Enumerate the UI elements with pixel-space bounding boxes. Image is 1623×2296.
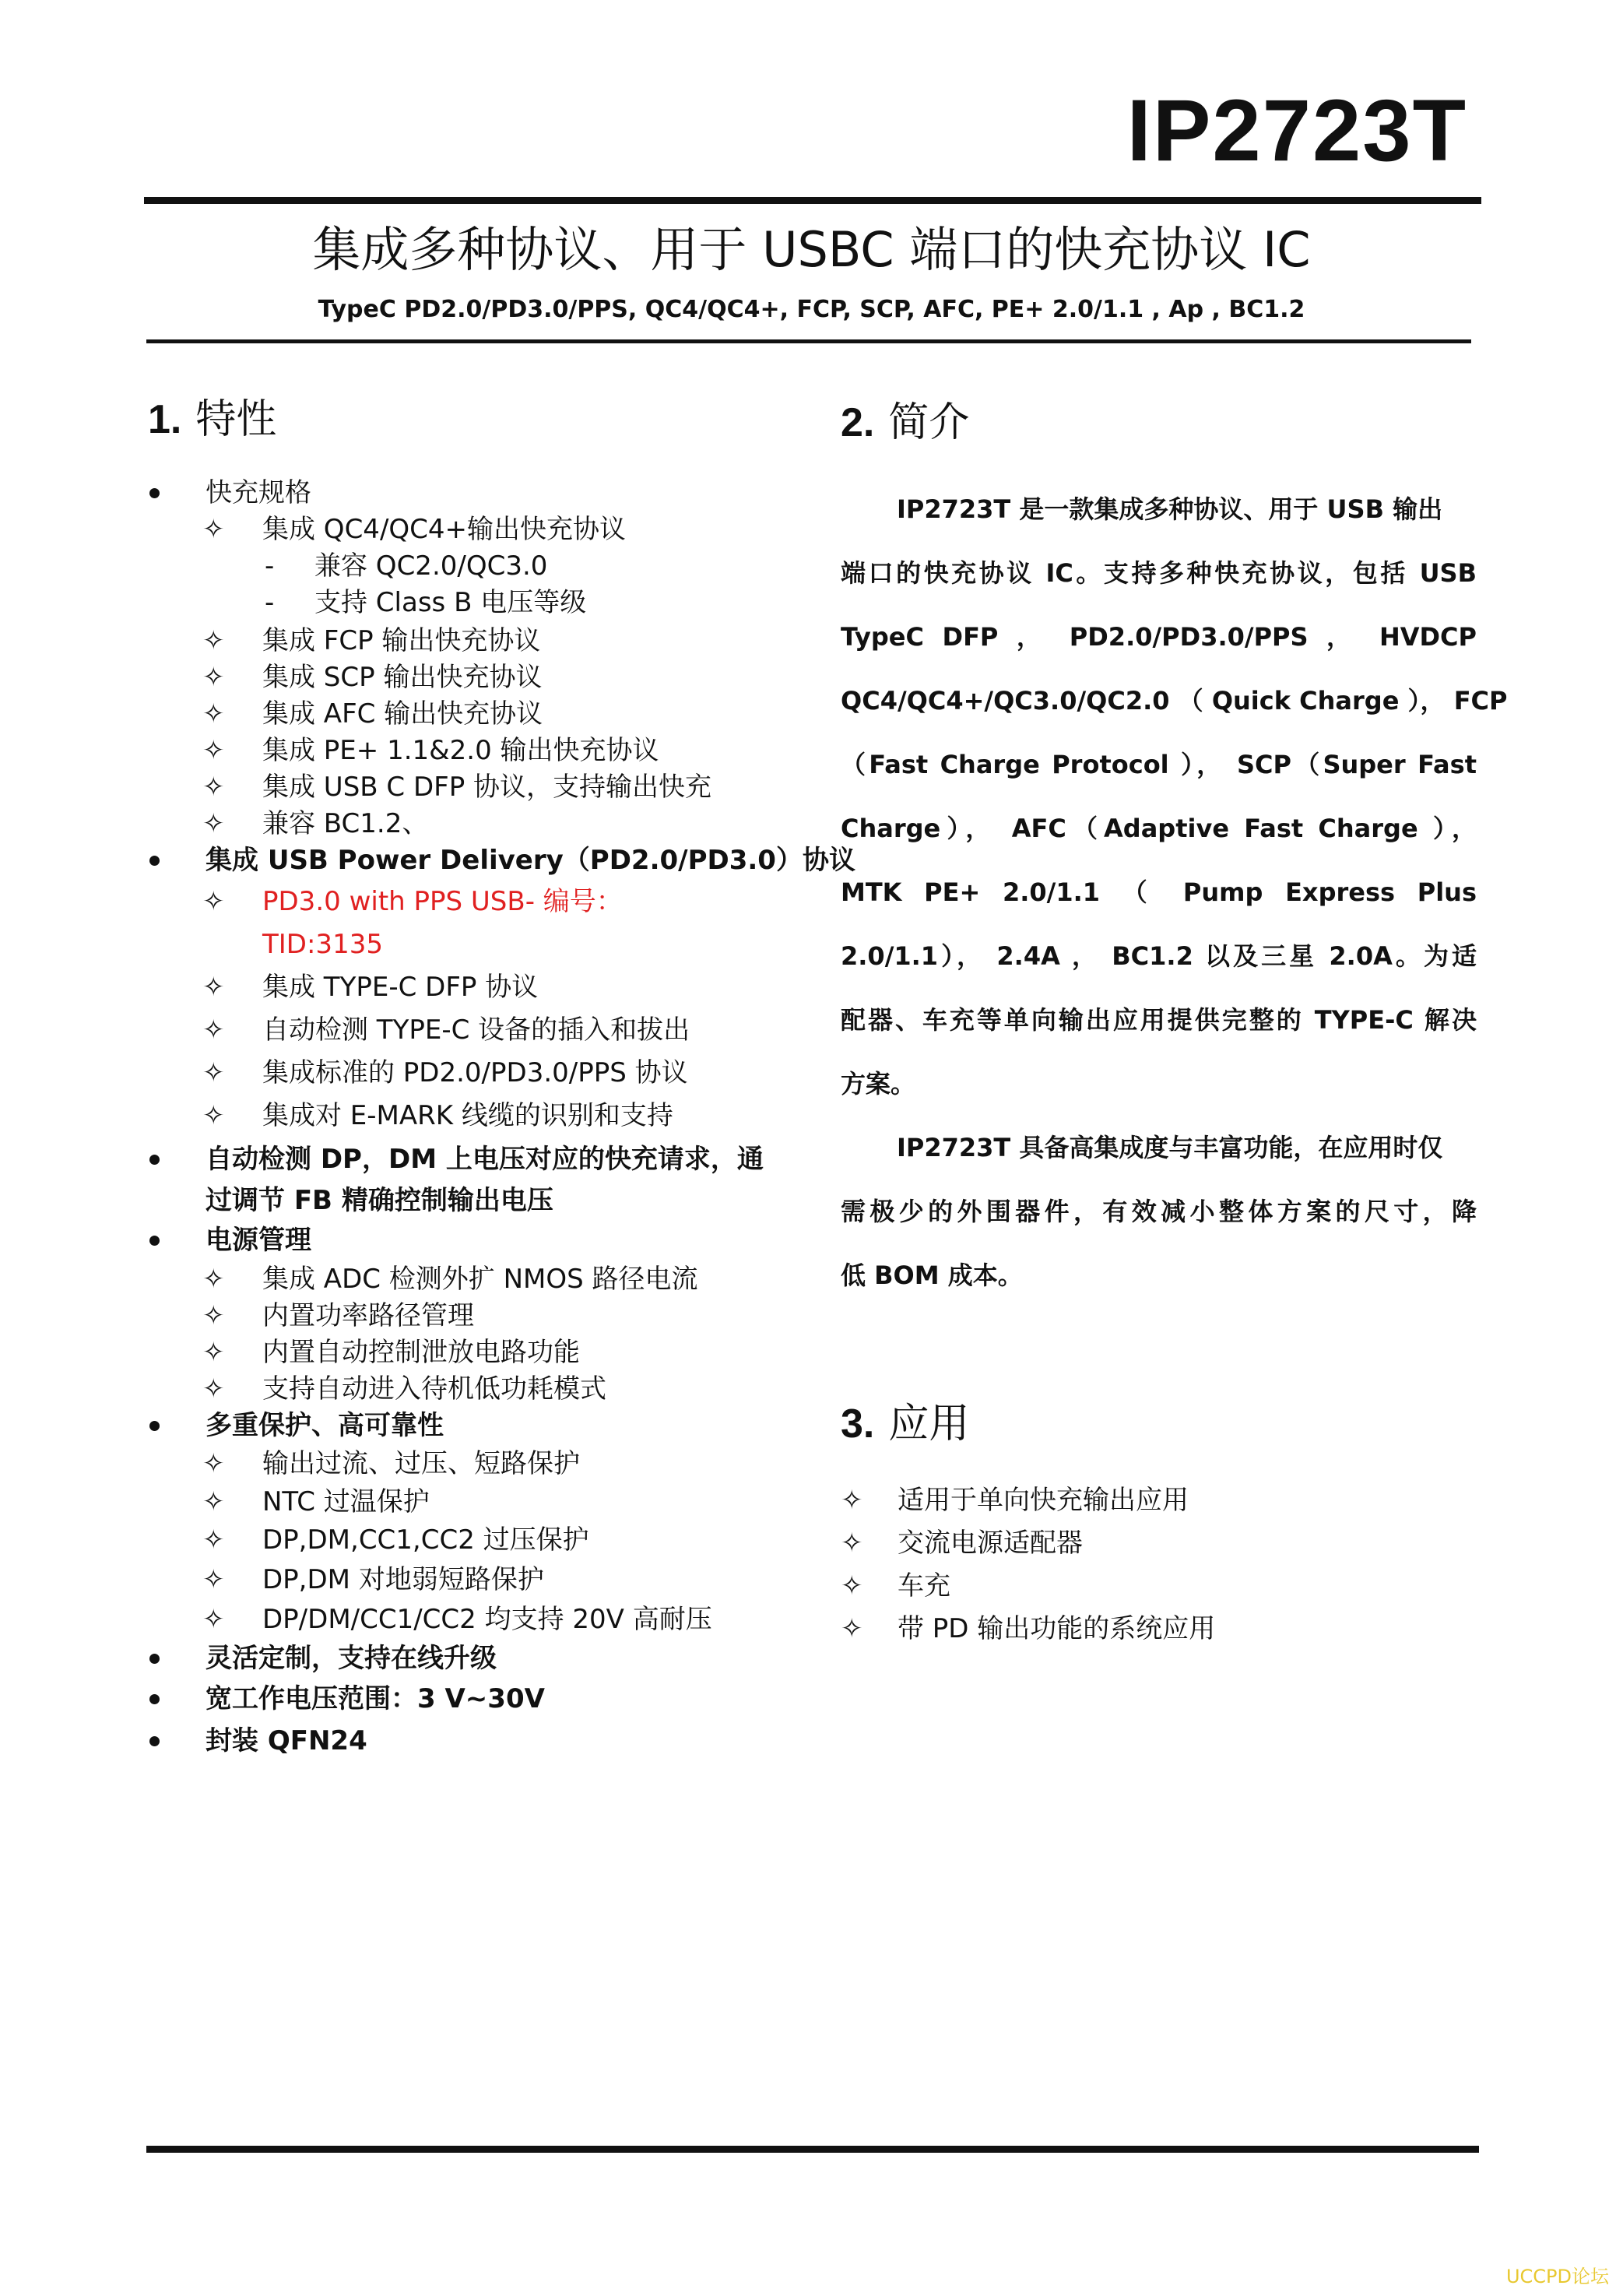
feature-group-label: 集成 USB Power Delivery（PD2.0/PD3.0）协议 [206, 845, 855, 876]
feature-group-label: 电源管理 [206, 1225, 311, 1256]
feature-item: DP,DM 对地弱短路保护 [262, 1564, 544, 1595]
feature-item: DP,DM,CC1,CC2 过压保护 [262, 1524, 589, 1556]
feature-group-label: 快充规格 [206, 477, 311, 508]
diamond-icon: ✧ [202, 514, 225, 545]
feature-item: DP/DM/CC1/CC2 均支持 20V 高耐压 [262, 1604, 712, 1635]
intro-paragraph-line: QC4/QC4+/QC3.0/QC2.0 （ Quick Charge ）， FCP [841, 686, 1508, 716]
watermark: UCCPD论坛 [1505, 2266, 1609, 2287]
diamond-icon: ✧ [202, 1524, 225, 1556]
application-item: 适用于单向快充输出应用 [898, 1485, 1189, 1516]
intro-paragraph-line: TypeC DFP ， PD2.0/PD3.0/PPS ， HVDCP [841, 622, 1477, 652]
diamond-icon: ✧ [841, 1485, 863, 1516]
feature-item: 内置功率路径管理 [262, 1300, 474, 1331]
feature-item: 集成 QC4/QC4+输出快充协议 [262, 514, 627, 545]
section-number: 2. [841, 400, 875, 445]
diamond-icon: ✧ [202, 1264, 225, 1295]
feature-item: 自动检测 TYPE-C 设备的插入和拔出 [262, 1014, 690, 1046]
diamond-icon: ✧ [841, 1528, 863, 1559]
feature-item: 集成 FCP 输出快充协议 [262, 625, 541, 656]
feature-item: 集成 ADC 检测外扩 NMOS 路径电流 [262, 1264, 698, 1295]
diamond-icon: ✧ [202, 1300, 225, 1331]
diamond-icon: ✧ [202, 735, 225, 766]
feature-group-label: 多重保护、高可靠性 [206, 1410, 444, 1441]
bullet-icon [149, 1694, 160, 1704]
bullet-icon [149, 1155, 160, 1165]
diamond-icon: ✧ [202, 662, 225, 693]
application-item: 交流电源适配器 [898, 1528, 1083, 1559]
intro-paragraph-line: IP2723T 是一款集成多种协议、用于 USB 输出 [897, 494, 1443, 524]
intro-heading [841, 399, 969, 447]
feature-item: 输出过流、过压、短路保护 [262, 1448, 580, 1479]
feature-item: 集成 PE+ 1.1&2.0 输出快充协议 [262, 735, 659, 766]
diamond-icon: ✧ [841, 1613, 863, 1644]
feature-group-label: 自动检测 DP，DM 上电压对应的快充请求，通 [206, 1144, 764, 1175]
intro-paragraph-line: Charge）， AFC（Adaptive Fast Charge ）， [841, 814, 1477, 843]
section-number: 1. [148, 397, 182, 442]
diamond-icon: ✧ [202, 625, 225, 656]
dash-icon: - [265, 550, 275, 582]
feature-group-label: 灵活定制，支持在线升级 [206, 1643, 497, 1674]
intro-paragraph-line: 方案。 [841, 1069, 916, 1099]
bullet-icon [149, 1421, 160, 1431]
feature-group-label-cont: 过调节 FB 精确控制输出电压 [206, 1185, 553, 1216]
diamond-icon: ✧ [202, 1014, 225, 1046]
intro-paragraph-line: IP2723T 具备高集成度与丰富功能，在应用时仅 [897, 1133, 1443, 1162]
section-title: 特性 [195, 396, 277, 443]
feature-item-highlight: TID:3135 [262, 929, 383, 960]
bullet-icon [149, 488, 160, 498]
feature-group-label: 宽工作电压范围：3 V~30V [206, 1683, 545, 1714]
features-heading [148, 396, 276, 444]
applications-heading [841, 1400, 969, 1448]
feature-item: NTC 过温保护 [262, 1486, 430, 1517]
application-item: 车充 [898, 1570, 950, 1602]
intro-paragraph-line: （Fast Charge Protocol ）， SCP（Super Fast [841, 750, 1477, 779]
diamond-icon: ✧ [841, 1570, 863, 1602]
diamond-icon: ✧ [202, 1448, 225, 1479]
intro-paragraph-line: MTK PE+ 2.0/1.1 （ Pump Express Plus [841, 877, 1477, 907]
feature-item: 集成对 E-MARK 线缆的识别和支持 [262, 1100, 673, 1131]
section-title: 简介 [888, 399, 970, 446]
section-number: 3. [841, 1401, 875, 1447]
chip-name: IP2723T [1126, 82, 1467, 179]
diamond-icon: ✧ [202, 1100, 225, 1131]
intro-paragraph-line: 配器、车充等单向输出应用提供完整的 TYPE-C 解决 [841, 1005, 1477, 1035]
diamond-icon: ✧ [202, 772, 225, 803]
diamond-icon: ✧ [202, 1604, 225, 1635]
diamond-icon: ✧ [202, 972, 225, 1003]
section-title: 应用 [888, 1401, 970, 1447]
feature-item: 集成 SCP 输出快充协议 [262, 662, 543, 693]
diamond-icon: ✧ [202, 808, 225, 839]
feature-group-label: 封装 QFN24 [206, 1725, 367, 1756]
feature-item: 内置自动控制泄放电路功能 [262, 1337, 580, 1368]
bullet-icon [149, 1654, 160, 1664]
footer-rule [146, 2146, 1479, 2153]
bullet-icon [149, 1736, 160, 1746]
diamond-icon: ✧ [202, 1564, 225, 1595]
feature-item: 集成标准的 PD2.0/PD3.0/PPS 协议 [262, 1057, 688, 1088]
intro-paragraph-line: 低 BOM 成本。 [841, 1261, 1023, 1290]
diamond-icon: ✧ [202, 1373, 225, 1405]
feature-item: 集成 TYPE-C DFP 协议 [262, 972, 539, 1003]
intro-paragraph-line: 2.0/1.1）， 2.4A ， BC1.2 以及三星 2.0A。为适 [841, 941, 1477, 971]
header-rule-thin [146, 339, 1471, 343]
feature-item: 支持自动进入待机低功耗模式 [262, 1373, 606, 1405]
document-subtitle: TypeC PD2.0/PD3.0/PPS, QC4/QC4+, FCP, SCP, AFC, PE+ 2.0/1.1 , Ap , BC1.2 [318, 296, 1305, 323]
diamond-icon: ✧ [202, 1486, 225, 1517]
intro-paragraph-line: 端口的快充协议 IC。支持多种快充协议，包括 USB [841, 558, 1477, 588]
bullet-icon [149, 1236, 160, 1246]
diamond-icon: ✧ [202, 1337, 225, 1368]
diamond-icon: ✧ [202, 1057, 225, 1088]
header-rule-thick [144, 197, 1481, 204]
bullet-icon [149, 856, 160, 866]
intro-paragraph-line: 需极少的外围器件，有效减小整体方案的尺寸，降 [841, 1197, 1477, 1226]
feature-item: 兼容 BC1.2、 [262, 808, 429, 839]
application-item: 带 PD 输出功能的系统应用 [898, 1613, 1216, 1644]
feature-item: 集成 USB C DFP 协议，支持输出快充 [262, 772, 712, 803]
feature-item: 集成 AFC 输出快充协议 [262, 698, 543, 730]
diamond-icon: ✧ [202, 698, 225, 730]
feature-subitem: 支持 Class B 电压等级 [314, 587, 587, 618]
document-title: 集成多种协议、用于 USBC 端口的快充协议 IC [312, 221, 1311, 278]
feature-item-highlight: PD3.0 with PPS USB- 编号： [262, 886, 623, 917]
dash-icon: - [265, 587, 275, 618]
feature-subitem: 兼容 QC2.0/QC3.0 [314, 550, 548, 582]
diamond-icon: ✧ [202, 886, 225, 917]
